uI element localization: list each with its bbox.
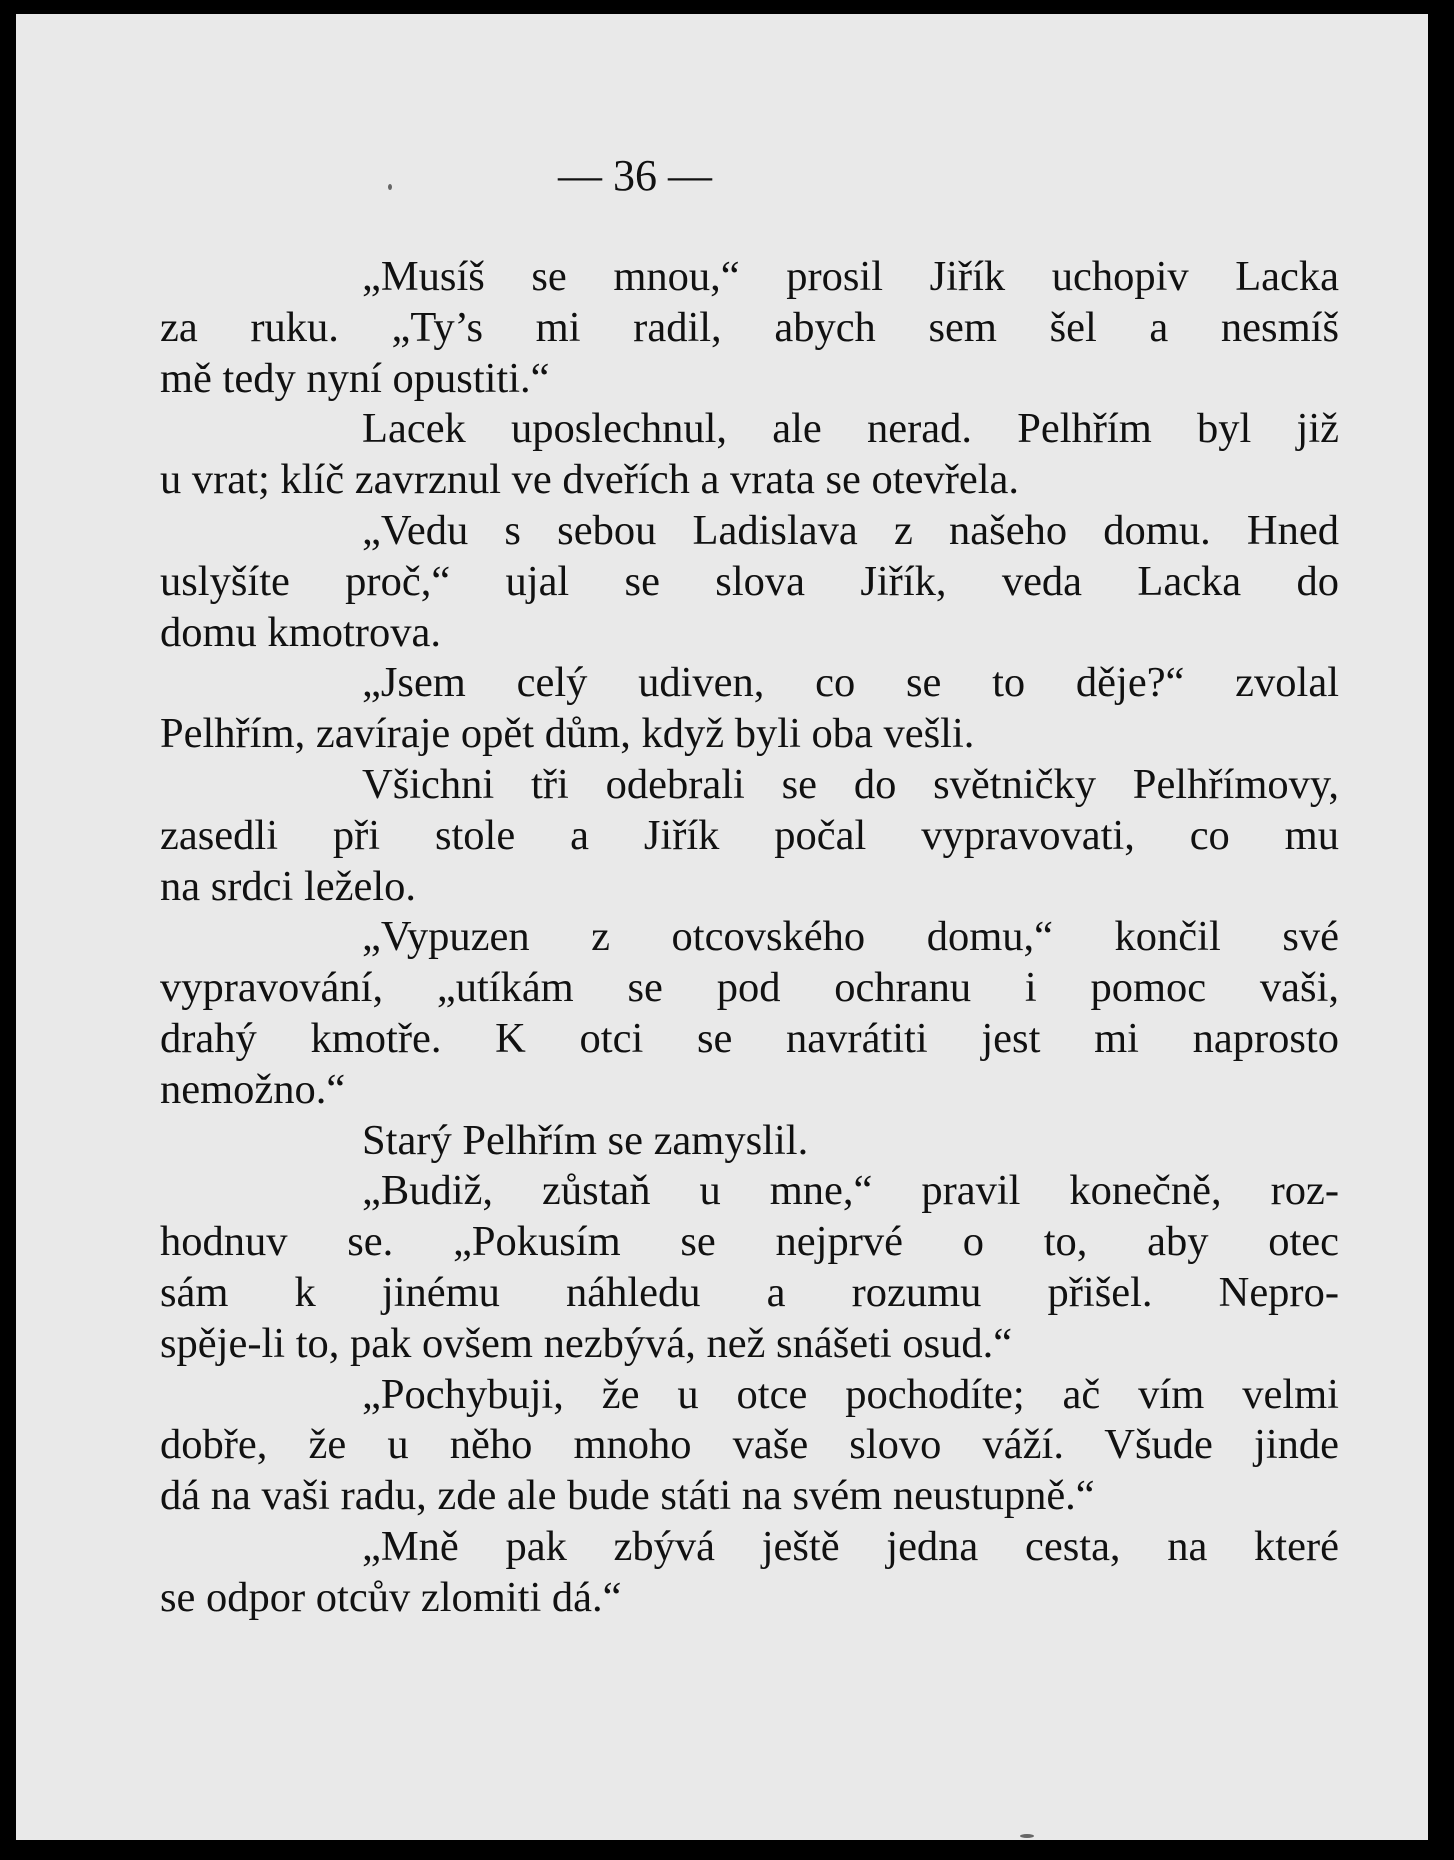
- text-line: se odpor otcův zlomiti dá.“: [160, 1573, 622, 1621]
- text-line: „Mně pak zbývá ještě jedna cesta, na které: [362, 1522, 1339, 1570]
- ink-speck: [388, 184, 392, 190]
- paragraph: [160, 1370, 1339, 1522]
- text-line: mě tedy nyní opustiti.“: [160, 354, 550, 402]
- paragraph: [160, 912, 1339, 1115]
- text-line: Pelhřím, zavíraje opět dům, když byli oba vešli.: [160, 710, 975, 758]
- text-line: zasedli při stole a Jiřík počal vypravovati, co mu: [160, 811, 1339, 859]
- text-line: domu kmotrova.: [160, 608, 441, 656]
- paragraph: [160, 760, 1339, 912]
- book-page: [16, 14, 1428, 1840]
- text-line: „Jsem celý udiven, co se to děje?“ zvolal: [362, 659, 1339, 707]
- text-line: drahý kmotře. K otci se navrátiti jest mi naprosto: [160, 1014, 1339, 1062]
- text-line: u vrat; klíč zavrznul ve dveřích a vrata se otevřela.: [160, 456, 1020, 504]
- text-line: vypravování, „utíkám se pod ochranu i pomoc vaši,: [160, 964, 1339, 1012]
- text-line: hodnuv se. „Pokusím se nejprvé o to, aby otec: [160, 1218, 1339, 1266]
- body-text: [160, 252, 1339, 1624]
- paragraph: [160, 658, 1339, 760]
- text-line: Všichni tři odebrali se do světničky Pelhřímovy,: [362, 760, 1339, 808]
- paragraph: [160, 506, 1339, 658]
- text-line: „Pochybuji, že u otce pochodíte; ač vím velmi: [362, 1370, 1339, 1418]
- text-line: „Budiž, zůstaň u mne,“ pravil konečně, roz-: [362, 1167, 1339, 1215]
- text-line: nemožno.“: [160, 1065, 346, 1113]
- text-line: „Musíš se mnou,“ prosil Jiřík uchopiv Lacka: [362, 253, 1339, 300]
- text-line: dá na vaši radu, zde ale bude státi na svém neustupně.“: [160, 1472, 1095, 1520]
- text-line: „Vedu s sebou Ladislava z našeho domu. Hned: [362, 506, 1339, 554]
- text-line: spěje-li to, pak ovšem nezbývá, než snášeti osud.“: [160, 1319, 1013, 1367]
- text-line: Lacek uposlechnul, ale nerad. Pelhřím byl již: [362, 405, 1339, 453]
- text-line: za ruku. „Ty’s mi radil, abych sem šel a nesmíš: [160, 303, 1339, 351]
- text-line: na srdci leželo.: [160, 862, 417, 910]
- text-line: Starý Pelhřím se zamyslil.: [362, 1116, 809, 1164]
- text-line: uslyšíte proč,“ ujal se slova Jiřík, veda Lacka do: [160, 557, 1339, 605]
- paragraph: [261, 1116, 1339, 1167]
- text-line: „Vypuzen z otcovského domu,“ končil své: [362, 913, 1339, 961]
- paragraph: [160, 1522, 1339, 1624]
- paragraph: [160, 404, 1339, 506]
- ink-speck: [1020, 1834, 1034, 1838]
- paragraph: [160, 1166, 1339, 1369]
- text-line: dobře, že u něho mnoho vaše slovo váží. Všude jinde: [160, 1421, 1339, 1469]
- paragraph: [160, 252, 1339, 404]
- page-number: — 36 —: [558, 151, 712, 200]
- text-line: sám k jinému náhledu a rozumu přišel. Nepro-: [160, 1268, 1339, 1316]
